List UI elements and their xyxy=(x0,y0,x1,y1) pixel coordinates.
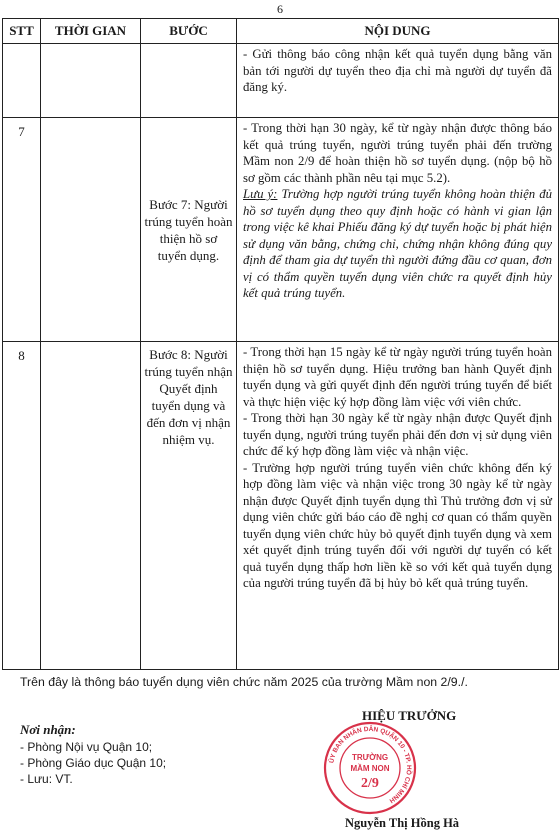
row-content xyxy=(237,342,559,670)
seal-line: 2/9 xyxy=(361,776,379,791)
header-content: NỘI DUNG xyxy=(237,19,559,44)
row-step: Bước 7: Người trúng tuyển hoàn thiện hồ sơ tuyển dụng. xyxy=(141,118,237,342)
note-paragraph xyxy=(243,186,552,302)
row-stt: 7 xyxy=(3,118,41,342)
row-time xyxy=(41,118,141,342)
content-paragraph: - Gửi thông báo công nhận kết quả tuyển dụng bằng văn bản tới người dự tuyển theo địa chỉ mà người dự tuyển đã đăng ký. xyxy=(243,47,552,94)
note-label: Lưu ý: xyxy=(243,187,278,201)
procedure-table xyxy=(2,18,559,670)
seal-ring-text: ỦY BAN NHÂN DÂN QUẬN 10 - TP. HỒ CHÍ MINH xyxy=(328,725,413,804)
content-paragraph: - Trong thời hạn 30 ngày, kể từ ngày nhận được thông báo kết quả trúng tuyển, người trúng tuyển phải đến trường Mầm non 2/9 để hoàn thiện hồ sơ tuyển dụng. (nộp bộ hồ sơ gồm các thành phần nêu tại mục 5.2). xyxy=(243,121,552,185)
row-step: Bước 8: Người trúng tuyển nhận Quyết định tuyển dụng và đến đơn vị nhận nhiệm vụ. xyxy=(141,342,237,670)
content-paragraph: - Trong thời hạn 30 ngày kể từ ngày nhận được Quyết định tuyển dụng, người trúng tuyển phải đến đơn vị sử dụng viên chức để ký hợp đồng làm việc và nhận việc. xyxy=(243,411,552,458)
header-step: BƯỚC xyxy=(141,19,237,44)
row-stt: 8 xyxy=(3,342,41,670)
seal-line: TRƯỜNG xyxy=(351,753,389,762)
table-row xyxy=(3,118,559,342)
page-number: 6 xyxy=(277,2,283,16)
seal-line: MẦM NON xyxy=(350,764,390,773)
row-step xyxy=(141,44,237,118)
row-stt xyxy=(3,44,41,118)
table-row xyxy=(3,342,559,670)
header-time: THỜI GIAN xyxy=(41,19,141,44)
row-time xyxy=(41,342,141,670)
school-seal xyxy=(322,720,418,816)
signer-name: Nguyễn Thị Hồng Hà xyxy=(345,816,460,830)
recipient-item: - Lưu: VT. xyxy=(20,772,73,786)
table-header-row xyxy=(3,19,559,44)
row-content xyxy=(237,44,559,118)
recipients-block xyxy=(20,722,166,787)
content-paragraph: - Trường hợp người trúng tuyển viên chức không đến ký hợp đồng làm việc và nhận việc trong 30 ngày kể từ ngày nhận được Quyết định tuyển dụng thì Thủ trưởng đơn vị sử dụng viên chức gửi báo cáo đề nghị cơ quan có thẩm quyền tuyển dụng viên chức hủy bỏ quyết định tuyển dụng và xem xét quyết định trúng tuyển đối với người dự tuyển có kết quả tuyển dụng thấp hơn liền kề so với kết quả tuyển dụng của người trúng tuyển đã bị hủy bỏ kết quả trúng tuyển. xyxy=(243,460,552,590)
closing-statement: Trên đây là thông báo tuyển dụng viên chức năm 2025 của trường Mầm non 2/9./. xyxy=(20,675,468,689)
row-time xyxy=(41,44,141,118)
header-stt: STT xyxy=(3,19,41,44)
table-row xyxy=(3,44,559,118)
recipient-item: - Phòng Nội vụ Quận 10; xyxy=(20,740,153,754)
recipients-title: Nơi nhận: xyxy=(20,722,76,737)
note-text: Trường hợp người trúng tuyển không hoàn thiện đủ hồ sơ tuyển dụng theo quy định hoặc có hành vi gian lận trong việc kê khai Phiếu đăng ký dự tuyển hoặc bị phát hiện sử dụng văn bằng, chứng chỉ, chứng nhận không đúng quy định để tham gia dự tuyển thì người đứng đầu cơ quan, đơn vị có thẩm quyền tuyển dụng viên chức ra quyết định hủy kết quả trúng tuyển. xyxy=(243,187,552,300)
signature-title: HIỆU TRƯỞNG xyxy=(362,708,457,723)
recipient-item: - Phòng Giáo dục Quận 10; xyxy=(20,756,167,770)
row-content xyxy=(237,118,559,342)
content-paragraph: - Trong thời hạn 15 ngày kể từ ngày người trúng tuyển hoàn thiện hồ sơ tuyển dụng. Hiệu trưởng ban hành Quyết định tuyển dụng và gửi quyết định đến người trúng tuyển để biết và thực hiện việc ký hợp đồng làm việc với viên chức. xyxy=(243,345,552,409)
